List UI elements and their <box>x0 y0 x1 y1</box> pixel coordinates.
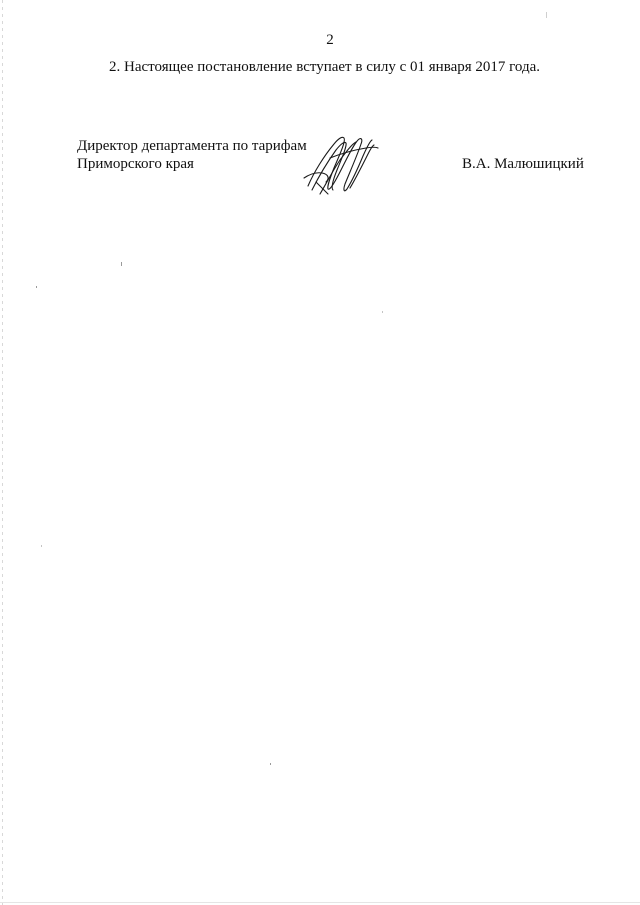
signatory-name: В.А. Малюшицкий <box>462 156 584 172</box>
signatory-position-line1: Директор департамента по тарифам <box>77 138 307 154</box>
scan-edge-left <box>2 0 3 905</box>
scan-speck <box>270 763 271 765</box>
signatory-position <box>77 137 307 173</box>
scan-speck <box>41 545 42 547</box>
scan-speck <box>36 286 37 288</box>
scan-speck <box>382 311 383 313</box>
signatory-position-line2: Приморского края <box>77 156 194 172</box>
scan-speck <box>546 12 547 18</box>
paragraph-effective-date: 2. Настоящее постановление вступает в силу с 01 января 2017 года. <box>109 59 541 75</box>
page-number: 2 <box>326 32 334 48</box>
scan-edge-bottom <box>0 902 640 903</box>
scan-speck <box>121 262 122 266</box>
handwritten-signature-icon <box>300 128 382 200</box>
